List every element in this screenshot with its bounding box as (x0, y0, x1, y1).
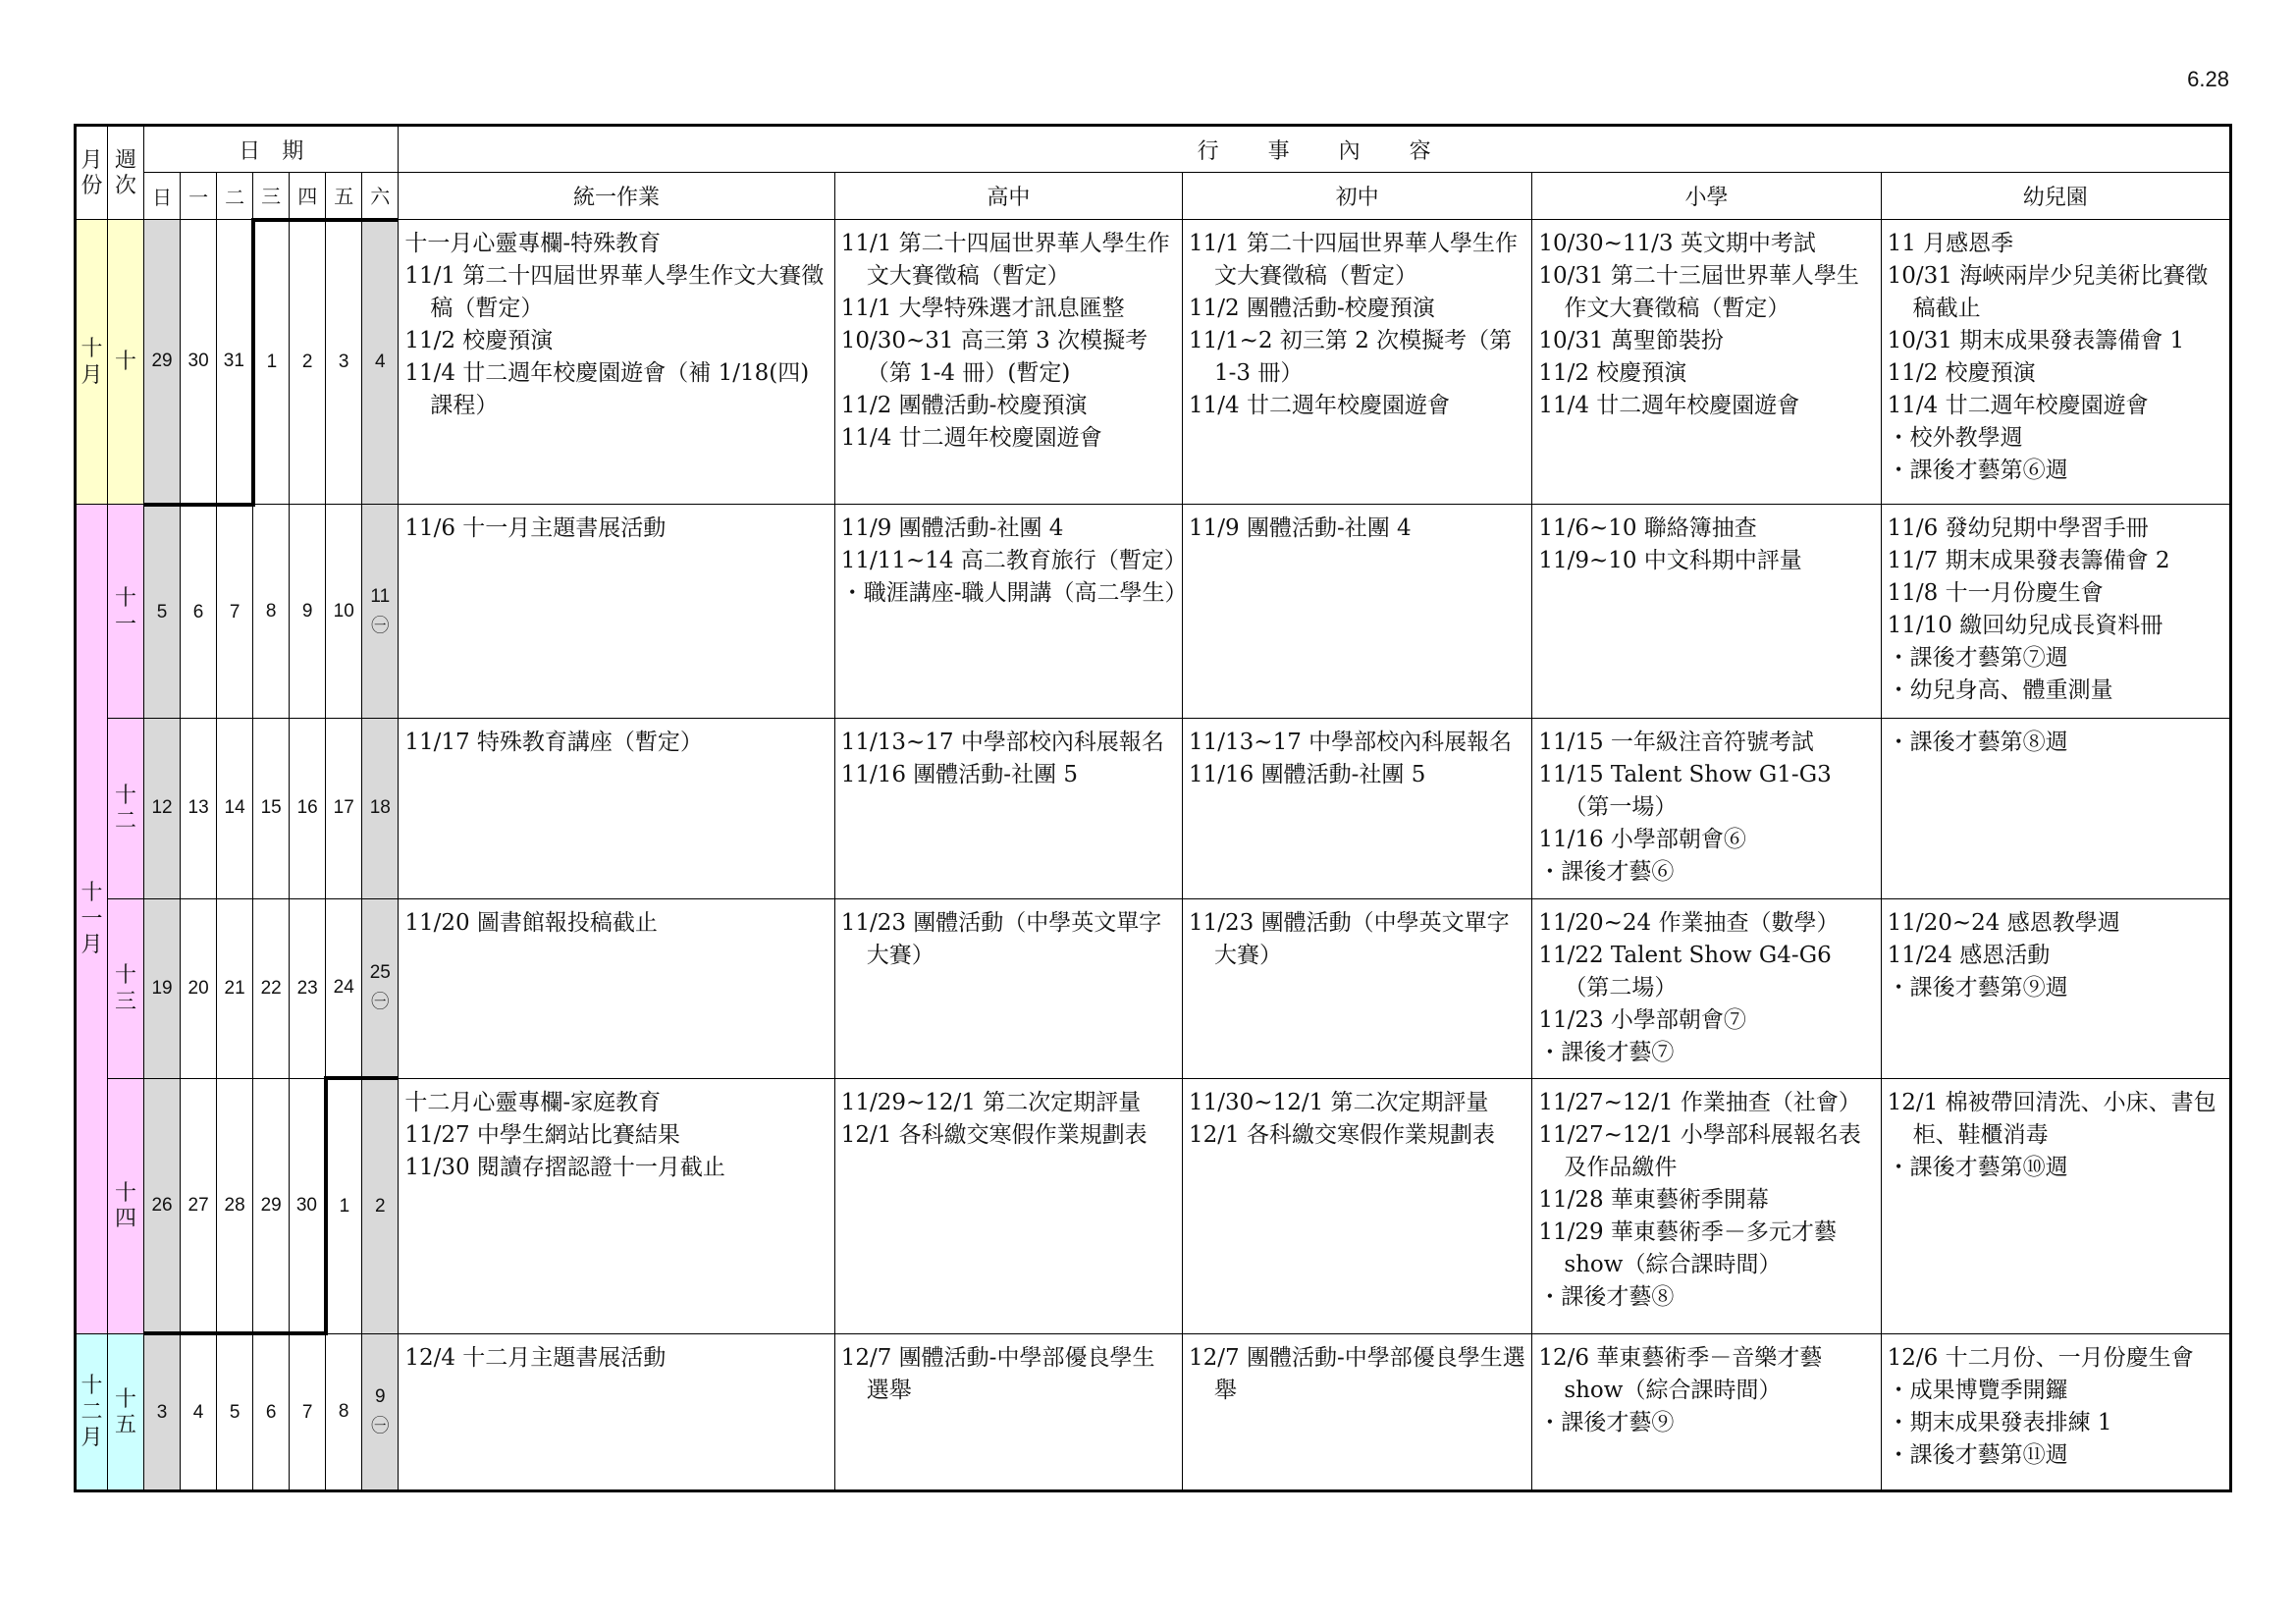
event-item: 12/4 十二月主題書展活動 (404, 1344, 667, 1371)
day-cell-sun (144, 1333, 181, 1490)
event-item: 11/6~10 聯絡簿抽查 (1538, 515, 1757, 542)
day-number: 15 (260, 797, 282, 819)
vertical-char: 二 (80, 1398, 103, 1424)
week-number (108, 898, 144, 1078)
event-item: ・課後才藝⑨ (1538, 1409, 1675, 1435)
column-header-senior-high: 高中 (834, 173, 1182, 220)
event-item: 11/2 團體活動-校慶預演 (840, 393, 1088, 418)
event-item: ・職涯講座-職人開講（高二學生） (840, 580, 1188, 607)
event-item: 11/1 第二十四屆世界華人學生作文大賽徵稿（暫定） (1189, 231, 1518, 289)
week-number (108, 719, 144, 898)
vertical-char: 五 (115, 1411, 137, 1436)
weekday-sat: 六 (362, 173, 399, 220)
event-item: 11/1 第二十四屆世界華人學生作文大賽徵稿（暫定） (404, 263, 825, 321)
event-item: 11/9 團體活動-社團 4 (1189, 515, 1412, 542)
event-item: 12/1 棉被帶回清洗、小床、書包柜、鞋櫃消毒 (1887, 1089, 2216, 1148)
date-header: 日 期 (144, 126, 399, 173)
event-item: 11/13~17 中學部校內科展報名 (840, 730, 1164, 756)
day-number: 20 (187, 977, 209, 999)
event-item: ・課後才藝第⑥週 (1887, 458, 2068, 483)
events-junior-high (1183, 220, 1532, 505)
event-item: 11/2 團體活動-校慶預演 (1189, 296, 1435, 321)
event-item: ・期末成果發表排練 1 (1887, 1409, 2112, 1435)
event-item: 11/9 團體活動-社團 4 (840, 515, 1064, 542)
day-cell-sat (362, 1078, 399, 1333)
week-row (76, 505, 2231, 719)
event-item: 11/29~12/1 第二次定期評量 (840, 1089, 1142, 1115)
event-item: 11/10 繳回幼兒成長資料冊 (1887, 613, 2163, 639)
day-cell-sat (362, 220, 399, 505)
day-number: 7 (229, 601, 240, 623)
day-number: 18 (369, 797, 391, 819)
weekday-wed: 三 (253, 173, 290, 220)
day-number: 26 (151, 1194, 173, 1216)
week-header-char: 週 (115, 146, 137, 172)
day-cell-mon (181, 898, 217, 1078)
day-number: 9 (301, 600, 313, 622)
event-item: ・課後才藝⑧ (1538, 1283, 1675, 1310)
day-number: 1 (266, 352, 278, 373)
day-number: 24 (333, 976, 354, 998)
event-item: ・校外教學週 (1887, 425, 2023, 451)
event-item: 11/17 特殊教育講座（暫定） (404, 730, 703, 756)
day-number: 16 (296, 797, 318, 819)
day-number: 11 (370, 585, 391, 607)
event-item: 11/24 感恩活動 (1887, 942, 2051, 968)
day-cell-mon (181, 505, 217, 719)
events-unified (399, 1333, 834, 1490)
column-header-junior-high: 初中 (1183, 173, 1532, 220)
day-number: 25 (369, 961, 391, 983)
event-item: 11/16 團體活動-社團 5 (840, 762, 1079, 788)
events-kindergarten (1881, 1333, 2230, 1490)
column-header-primary: 小學 (1532, 173, 1881, 220)
vertical-char: 十 (80, 880, 103, 905)
day-number: 22 (260, 977, 282, 999)
day-cell-fri (326, 220, 362, 505)
weekday-thu: 四 (290, 173, 326, 220)
event-item: 11/15 Talent Show G1-G3（第一場） (1538, 762, 1832, 821)
event-item: 12/7 團體活動-中學部優良學生選舉 (1189, 1344, 1525, 1403)
day-number: 5 (156, 601, 168, 623)
day-cell-mon (181, 719, 217, 898)
event-item: ・課後才藝第⑨週 (1887, 974, 2068, 1001)
day-number: 17 (333, 797, 354, 819)
event-item: 11/11~14 高二教育旅行（暫定） (840, 548, 1187, 574)
vertical-char: 十 (115, 1385, 137, 1411)
day-cell-wed (253, 1078, 290, 1333)
day-number: 8 (338, 1400, 349, 1422)
event-item: 11/20 圖書館報投稿截止 (404, 909, 658, 936)
events-junior-high (1183, 1333, 1532, 1490)
events-kindergarten (1881, 505, 2230, 719)
events-unified (399, 719, 834, 898)
vertical-char: 四 (115, 1206, 137, 1231)
day-cell-sun (144, 719, 181, 898)
day-number: 21 (224, 977, 245, 999)
day-number: 9 (375, 1385, 386, 1407)
day-cell-mon (181, 1333, 217, 1490)
event-item: 十二月心靈專欄-家庭教育 (404, 1089, 662, 1115)
events-senior-high (834, 719, 1182, 898)
events-junior-high (1183, 1078, 1532, 1333)
day-cell-sat (362, 505, 399, 719)
week-number (108, 505, 144, 719)
week-number (108, 1078, 144, 1333)
event-item: 11/4 廿二週年校慶園遊會 (1887, 393, 2149, 418)
vertical-char: 十 (115, 349, 137, 374)
day-cell-sun (144, 220, 181, 505)
day-number: 4 (375, 352, 386, 373)
day-cell-mon (181, 1078, 217, 1333)
event-item: 11/1 第二十四屆世界華人學生作文大賽徵稿（暫定） (840, 231, 1170, 289)
week-number (108, 1333, 144, 1490)
holiday-mark: ㊀ (371, 1415, 390, 1435)
day-cell-wed (253, 898, 290, 1078)
day-number: 7 (301, 1401, 313, 1423)
events-junior-high (1183, 719, 1532, 898)
day-number: 14 (224, 797, 245, 819)
events-senior-high (834, 1078, 1182, 1333)
vertical-char: 十 (115, 1179, 137, 1205)
month-label-oct (76, 220, 108, 505)
day-cell-tue (217, 1078, 253, 1333)
event-item: 11/30~12/1 第二次定期評量 (1189, 1089, 1489, 1115)
events-primary (1532, 1333, 1881, 1490)
event-item: 11/20~24 作業抽查（數學） (1538, 909, 1840, 936)
day-cell-tue (217, 898, 253, 1078)
event-item: 11/23 小學部朝會⑦ (1538, 1006, 1746, 1033)
event-item: 11/13~17 中學部校內科展報名 (1189, 730, 1513, 756)
page-number: 6.28 (2187, 67, 2229, 91)
event-item: 11/7 期末成果發表籌備會 2 (1887, 548, 2170, 574)
day-number: 19 (151, 977, 173, 999)
day-number: 30 (187, 350, 209, 371)
day-cell-fri (326, 898, 362, 1078)
weekday-tue: 二 (217, 173, 253, 220)
event-item: 12/6 十二月份、一月份慶生會 (1887, 1344, 2194, 1371)
event-item: ・課後才藝⑥ (1538, 859, 1675, 886)
event-item: 10/30~31 高三第 3 次模擬考（第 1-4 冊）(暫定) (840, 328, 1148, 386)
event-item: 11/8 十一月份慶生會 (1887, 580, 2104, 607)
event-item: 11/16 團體活動-社團 5 (1189, 762, 1426, 788)
event-item: 10/30~11/3 英文期中考試 (1538, 231, 1816, 256)
events-unified (399, 505, 834, 719)
events-primary (1532, 719, 1881, 898)
day-number: 6 (192, 601, 204, 623)
event-item: 11/1~2 初三第 2 次模擬考（第 1-3 冊） (1189, 328, 1513, 386)
event-item: 12/1 各科繳交寒假作業規劃表 (840, 1121, 1148, 1148)
day-cell-thu (290, 220, 326, 505)
event-item: 11/4 廿二週年校慶園遊會（補 1/18(四)課程） (404, 360, 810, 418)
day-cell-tue (217, 505, 253, 719)
month-label-nov (76, 505, 108, 1334)
event-item: 11/4 廿二週年校慶園遊會 (1189, 393, 1450, 418)
day-cell-tue (217, 1333, 253, 1490)
day-number: 28 (224, 1194, 245, 1216)
event-item: 10/31 第二十三屆世界華人學生作文大賽徵稿（暫定） (1538, 263, 1859, 321)
event-item: 11/23 團體活動（中學英文單字大賽） (1189, 909, 1510, 968)
vertical-char: 二 (115, 808, 137, 834)
day-cell-fri (326, 719, 362, 898)
events-primary (1532, 1078, 1881, 1333)
column-header-unified: 統一作業 (399, 173, 834, 220)
day-number: 5 (229, 1401, 240, 1423)
event-item: 11/16 小學部朝會⑥ (1538, 827, 1746, 853)
event-item: 11/27~12/1 作業抽查（社會） (1538, 1089, 1861, 1115)
events-senior-high (834, 505, 1188, 719)
day-number: 29 (260, 1194, 282, 1216)
day-cell-sun (144, 505, 181, 719)
holiday-mark: ㊀ (371, 991, 390, 1011)
day-number: 23 (296, 977, 318, 999)
day-number: 8 (265, 600, 277, 622)
event-item: 12/6 華東藝術季－音樂才藝show（綜合課時間） (1538, 1344, 1823, 1403)
event-item: ・課後才藝第⑧週 (1887, 730, 2068, 756)
event-item: 11/9~10 中文科期中評量 (1538, 548, 1802, 574)
day-cell-thu (290, 1333, 326, 1490)
day-cell-sat (362, 898, 399, 1078)
week-row (76, 719, 2231, 898)
day-cell-fri (326, 1078, 362, 1333)
events-junior-high (1183, 898, 1532, 1078)
week-number (108, 220, 144, 505)
vertical-char: 十 (115, 783, 137, 808)
weekday-fri: 五 (326, 173, 362, 220)
week-header-char: 次 (115, 173, 137, 197)
vertical-char: 月 (80, 1425, 103, 1450)
events-kindergarten (1881, 1078, 2230, 1333)
events-unified (399, 898, 834, 1078)
event-item: 12/1 各科繳交寒假作業規劃表 (1189, 1121, 1495, 1148)
events-primary (1532, 898, 1881, 1078)
holiday-mark: ㊀ (371, 615, 390, 635)
day-number: 10 (333, 600, 354, 622)
event-item: ・課後才藝⑦ (1538, 1039, 1675, 1065)
event-item: 10/31 海峽兩岸少兒美術比賽徵稿截止 (1887, 263, 2209, 321)
event-item: 11 月感恩季 (1887, 231, 2014, 256)
weekday-mon: 一 (181, 173, 217, 220)
event-item: 11/27~12/1 小學部科展報名表及作品繳件 (1538, 1121, 1861, 1180)
events-primary (1532, 505, 1881, 719)
event-item: ・幼兒身高、體重測量 (1887, 677, 2113, 704)
event-item: 11/30 閱讀存摺認證十一月截止 (404, 1154, 725, 1180)
week-row (76, 220, 2231, 505)
vertical-char: 十 (115, 962, 137, 988)
day-cell-sat (362, 1333, 399, 1490)
event-item: 11/6 十一月主題書展活動 (404, 515, 667, 542)
school-calendar-table (74, 124, 2232, 1492)
event-item: 11/1 大學特殊選才訊息匯整 (840, 296, 1125, 321)
events-kindergarten (1881, 719, 2230, 898)
day-cell-sun (144, 1078, 181, 1333)
day-cell-tue (217, 220, 253, 505)
events-unified (399, 1078, 834, 1333)
day-number: 2 (301, 352, 313, 373)
day-number: 30 (295, 1194, 317, 1216)
event-item: ・課後才藝第⑩週 (1887, 1154, 2068, 1180)
column-header-kindergarten: 幼兒園 (1881, 173, 2230, 220)
vertical-char: 月 (80, 361, 103, 387)
day-number: 6 (265, 1401, 277, 1423)
month-header-char: 月 (80, 146, 103, 172)
day-cell-mon (181, 220, 217, 505)
day-cell-tue (217, 719, 253, 898)
event-item: 11/15 一年級注音符號考試 (1538, 730, 1814, 756)
day-cell-thu (290, 1078, 326, 1333)
vertical-char: 十 (115, 585, 137, 611)
vertical-char: 一 (115, 611, 137, 636)
event-item: 11/20~24 感恩教學週 (1887, 909, 2120, 936)
month-header-char: 份 (80, 173, 103, 197)
month-column-header (76, 126, 108, 220)
day-cell-fri (326, 505, 362, 719)
day-cell-wed (253, 505, 290, 719)
day-number: 3 (156, 1401, 168, 1423)
day-cell-wed (253, 220, 290, 505)
event-item: 11/6 發幼兒期中學習手冊 (1887, 515, 2149, 542)
day-number: 12 (151, 797, 173, 819)
day-cell-wed (253, 1333, 290, 1490)
vertical-char: 一 (80, 905, 103, 931)
events-kindergarten (1881, 898, 2230, 1078)
day-number: 27 (187, 1194, 209, 1216)
month-label-dec (76, 1333, 108, 1490)
day-number: 4 (192, 1401, 204, 1423)
event-item: 11/23 團體活動（中學英文單字大賽） (840, 909, 1162, 968)
vertical-char: 十 (80, 336, 103, 361)
events-senior-high (834, 898, 1182, 1078)
events-unified (399, 220, 834, 505)
week-column-header (108, 126, 144, 220)
event-item: 10/31 萬聖節裝扮 (1538, 328, 1724, 353)
day-number: 31 (223, 350, 244, 371)
day-number: 1 (339, 1196, 350, 1217)
events-primary (1532, 220, 1881, 505)
vertical-char: 十 (80, 1373, 103, 1398)
event-item: 11/27 中學生網站比賽結果 (404, 1121, 680, 1148)
event-item: 11/2 校慶預演 (1538, 360, 1687, 386)
event-item: 11/2 校慶預演 (404, 328, 554, 353)
day-cell-sat (362, 719, 399, 898)
event-item: 十一月心靈專欄-特殊教育 (404, 231, 662, 256)
events-header: 行事內容 (399, 126, 2231, 173)
events-junior-high (1183, 505, 1532, 719)
events-senior-high (834, 1333, 1182, 1490)
day-number: 13 (187, 797, 209, 819)
week-row (76, 1078, 2231, 1333)
event-item: 11/22 Talent Show G4-G6（第二場） (1538, 942, 1832, 1001)
day-number: 2 (375, 1196, 386, 1217)
event-item: 12/7 團體活動-中學部優良學生選舉 (840, 1344, 1155, 1403)
day-cell-sun (144, 898, 181, 1078)
day-cell-fri (326, 1333, 362, 1490)
event-item: 10/31 期末成果發表籌備會 1 (1887, 328, 2185, 353)
day-cell-thu (290, 505, 326, 719)
week-row (76, 898, 2231, 1078)
event-item: ・課後才藝第⑪週 (1887, 1441, 2068, 1468)
event-item: 11/4 廿二週年校慶園遊會 (1538, 393, 1800, 418)
day-number: 3 (338, 352, 349, 373)
event-item: 11/29 華東藝術季－多元才藝show（綜合課時間） (1538, 1218, 1837, 1277)
event-item: 11/4 廿二週年校慶園遊會 (840, 425, 1102, 451)
vertical-char: 月 (80, 932, 103, 957)
day-number: 29 (151, 350, 173, 371)
events-senior-high (834, 220, 1182, 505)
vertical-char: 三 (115, 988, 137, 1013)
event-item: ・課後才藝第⑦週 (1887, 645, 2068, 672)
day-cell-wed (253, 719, 290, 898)
event-item: 11/28 華東藝術季開幕 (1538, 1186, 1769, 1213)
week-row (76, 1333, 2231, 1490)
events-kindergarten (1881, 220, 2230, 505)
event-item: ・成果博覽季開鑼 (1887, 1377, 2068, 1403)
day-cell-thu (290, 898, 326, 1078)
weekday-sun: 日 (144, 173, 181, 220)
event-item: 11/2 校慶預演 (1887, 360, 2036, 386)
day-cell-thu (290, 719, 326, 898)
